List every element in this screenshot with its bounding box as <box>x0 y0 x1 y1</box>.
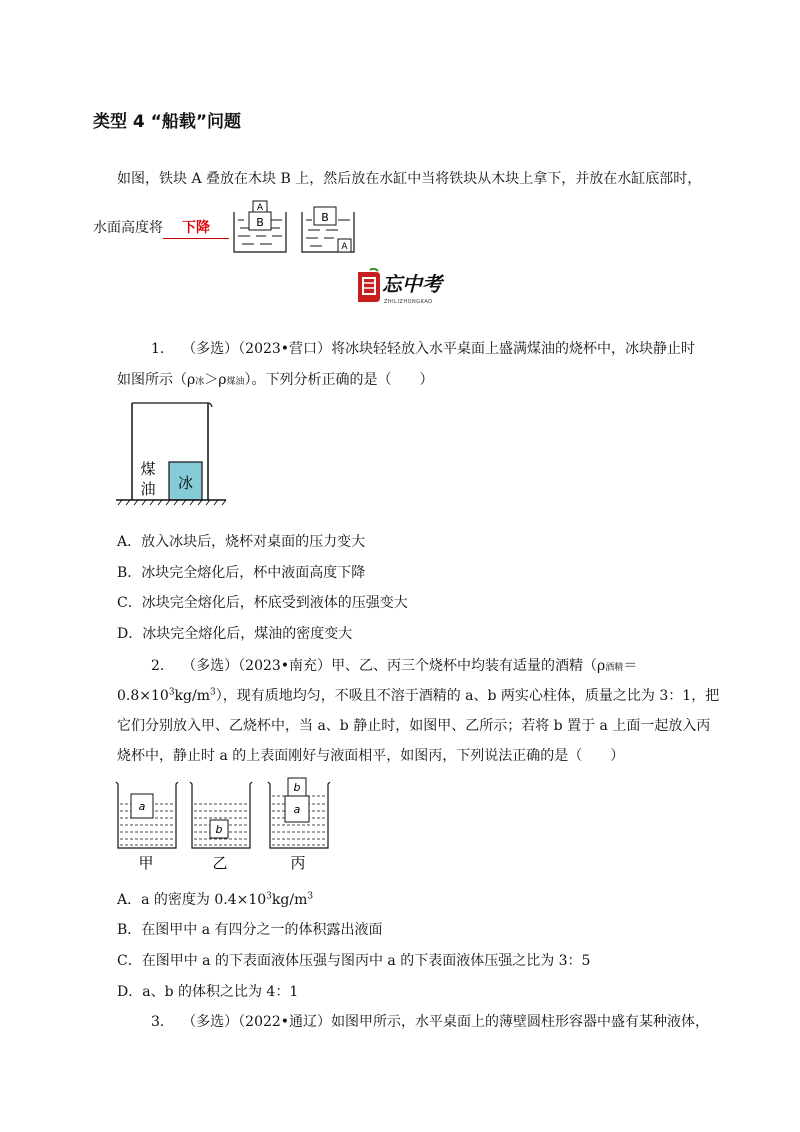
q2-line-1-a: 甲、乙、丙三个烧杯中均装有适量的酒精（ρ <box>331 658 606 674</box>
q1-line-1-text: 将冰块轻轻放入水平桌面上盛满煤油的烧杯中，冰块静止时 <box>331 341 696 357</box>
q3-line-1-text: 如图甲所示，水平桌面上的薄壁圆柱形容器中盛有某种液体， <box>331 1014 710 1030</box>
example-line-2 <box>93 218 229 239</box>
caption-bing: 丙 <box>290 854 306 872</box>
bing-block-a-label: a <box>293 803 301 816</box>
q2-tag: （多选）（2023•南充） <box>182 658 332 674</box>
section-heading: 类型 4 “船载”问题 <box>93 112 242 132</box>
tank-diagram <box>230 198 360 256</box>
kerosene-label-top: 煤 <box>140 460 156 478</box>
q2-line-2-b: kg/m <box>174 688 210 704</box>
yi-block-b-label: b <box>215 823 223 836</box>
q2-line-2 <box>117 686 719 706</box>
q2-number: 2. <box>151 658 165 674</box>
q3-tag: （多选）（2022•通辽） <box>182 1014 332 1030</box>
jia-block-a-label: a <box>138 800 146 813</box>
q1-tag: （多选）（2023•营口） <box>182 341 332 357</box>
q1-line-2 <box>117 370 434 392</box>
block-a-2-label: A <box>341 242 348 252</box>
logo-text: 忘中考 <box>382 272 442 296</box>
q2-option-a-sup-1: 3 <box>266 891 272 902</box>
q1-line-2-b: ＞ρ <box>204 372 227 388</box>
caption-jia: 甲 <box>138 854 154 872</box>
q1-beaker-figure <box>112 398 232 508</box>
q2-sup-2: 3 <box>209 687 216 698</box>
logo <box>354 268 446 312</box>
q1-line-2-c: ）。下列分析正确的是（ ） <box>244 372 434 388</box>
q1-sub-kerosene: 煤油 <box>226 377 245 387</box>
q2-option-a <box>117 890 313 910</box>
q2-option-a-unit: kg/m <box>271 892 308 908</box>
q1-line-2-a: 如图所示（ρ <box>117 372 196 388</box>
block-b-label: B <box>256 216 264 229</box>
ice-label: 冰 <box>177 474 194 492</box>
example-line-2-prefix: 水面高度将 <box>93 220 163 236</box>
q1-line-1 <box>151 339 695 359</box>
q2-line-2-a: 0.8×10 <box>117 688 169 704</box>
block-a-label: A <box>256 203 264 213</box>
q1-sub-ice: 冰 <box>195 377 205 387</box>
q2-option-c: C．在图甲中 a 的下表面液体压强与图丙中 a 的下表面液体压强之比为 3：5 <box>117 953 591 969</box>
block-b-2-label: B <box>321 211 329 224</box>
q2-option-a-sup-2: 3 <box>307 891 314 902</box>
q2-option-d: D．a、b 的体积之比为 4：1 <box>117 984 299 1000</box>
bing-block-b-label: b <box>293 781 301 794</box>
q3-number: 3. <box>151 1014 165 1030</box>
q3-line-1 <box>151 1012 709 1032</box>
q2-line-4: 烧杯中，静止时 a 的上表面刚好与液面相平，如图丙，下列说法正确的是（ ） <box>117 748 625 764</box>
caption-yi: 乙 <box>212 854 228 872</box>
q2-sup-1: 3 <box>168 687 175 698</box>
q2-beakers-figure <box>110 772 340 874</box>
q2-line-1 <box>151 656 637 678</box>
q1-option-b: B．冰块完全熔化后，杯中液面高度下降 <box>117 565 366 581</box>
q1-option-d: D．冰块完全熔化后，煤油的密度变大 <box>117 626 353 642</box>
q1-option-a: A．放入冰块后，烧杯对桌面的压力变大 <box>117 534 366 550</box>
answer-blank: 下降 <box>163 218 229 239</box>
q1-option-c: C．冰块完全熔化后，杯底受到液体的压强变大 <box>117 595 408 611</box>
q2-line-3: 它们分别放入甲、乙烧杯中，当 a、b 静止时，如图甲、乙所示；若将 b 置于 a 上面一起放入丙 <box>117 718 711 734</box>
q2-line-1-b: ＝ <box>623 658 638 674</box>
q2-sub-alcohol: 酒精 <box>605 663 624 673</box>
q2-option-a-text: A．a 的密度为 0.4×10 <box>117 892 267 908</box>
q2-option-b: B．在图甲中 a 有四分之一的体积露出液面 <box>117 922 383 938</box>
example-line-1: 如图，铁块 A 叠放在木块 B 上，然后放在水缸中当将铁块从木块上拿下，并放在水缸底部时， <box>117 171 702 187</box>
logo-subtext: ZHILIZHONGKAO <box>384 299 433 305</box>
q1-number: 1. <box>151 341 165 357</box>
q2-line-2-c: ），现有质地均匀，不吸且不溶于酒精的 a、b 两实心柱体，质量之比为 3：1，把 <box>215 688 720 704</box>
kerosene-label-bottom: 油 <box>140 480 156 498</box>
